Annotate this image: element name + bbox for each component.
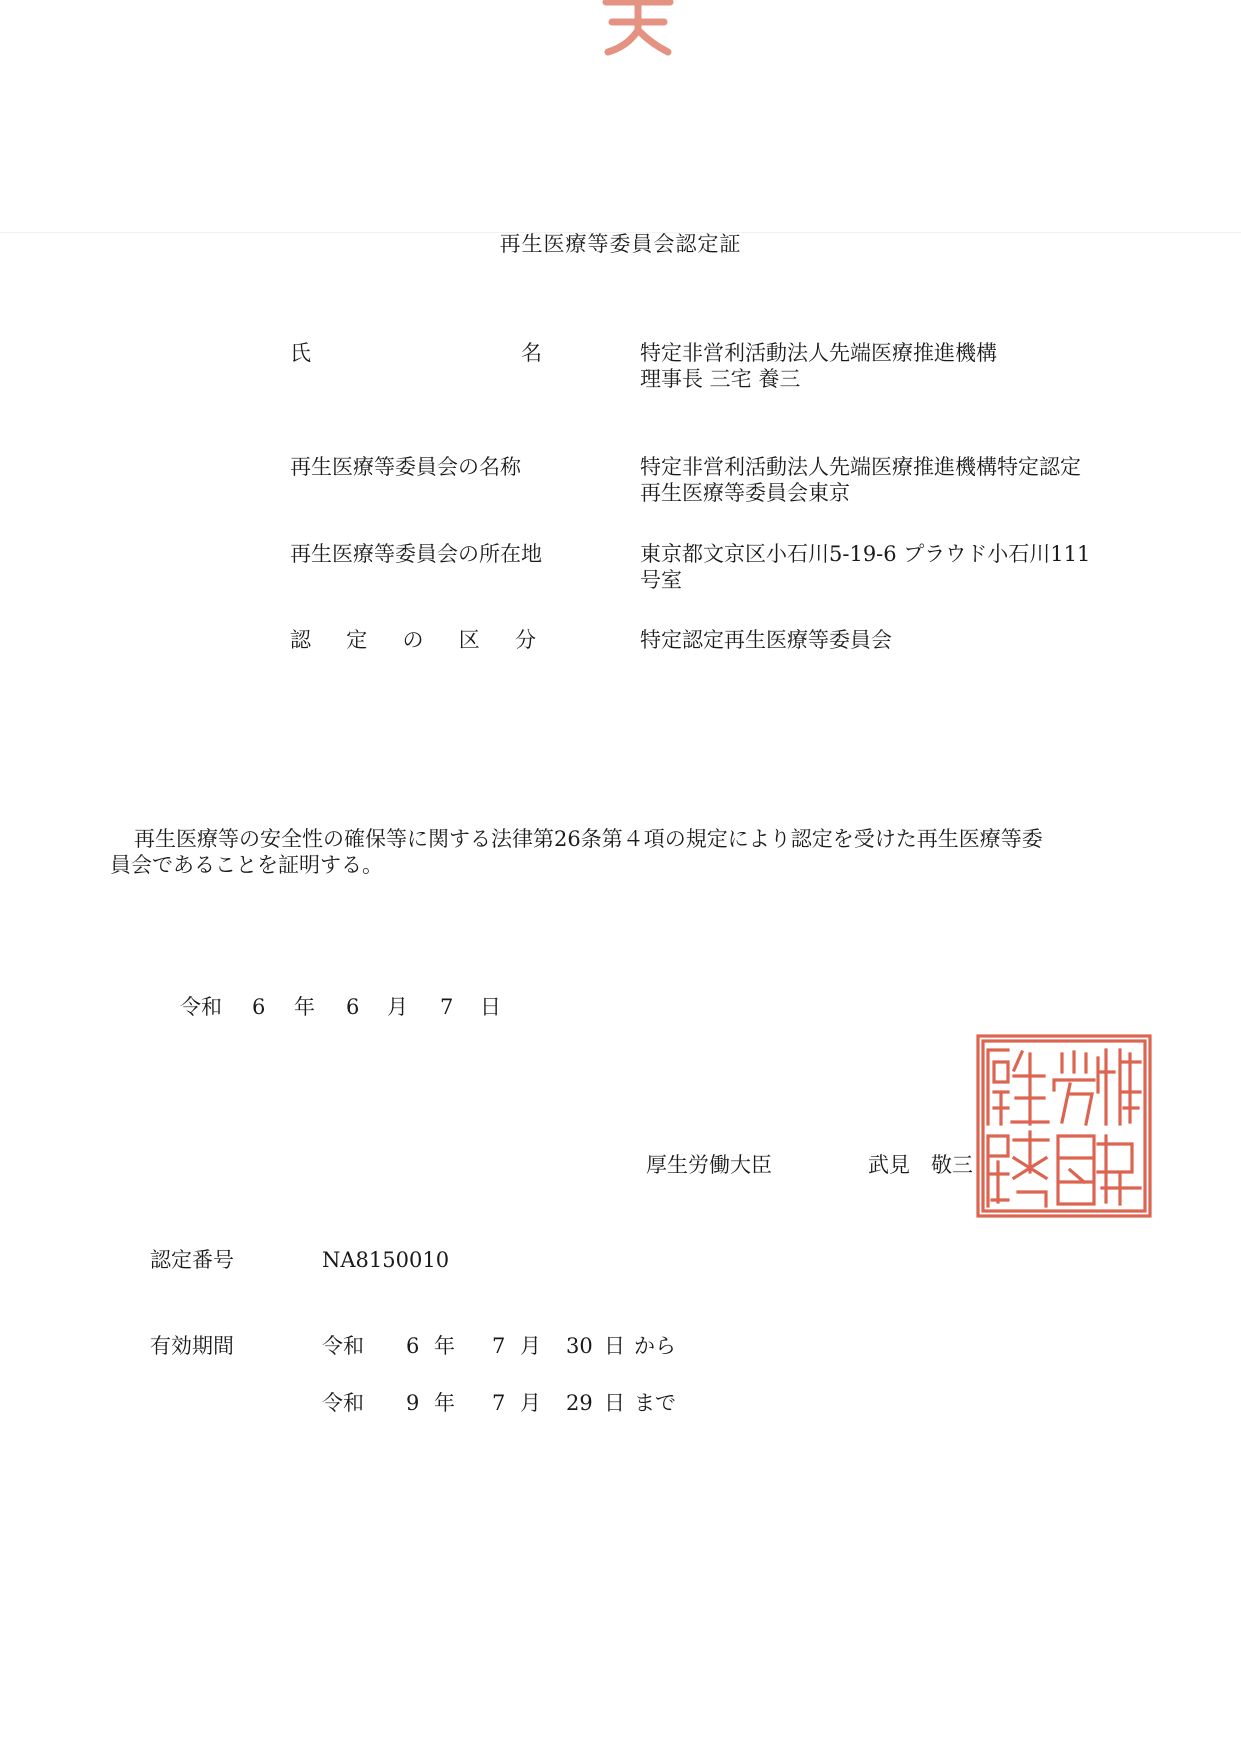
committee-name-label: 再生医療等委員会の名称 bbox=[290, 455, 521, 479]
name-value-line2: 理事長 三宅 養三 bbox=[640, 367, 801, 391]
issue-date-day-unit: 日 bbox=[480, 995, 501, 1019]
issue-date-month-unit: 月 bbox=[387, 995, 408, 1019]
address-line2: 号室 bbox=[640, 568, 682, 592]
category-value: 特定認定再生医療等委員会 bbox=[640, 628, 892, 652]
top-stamp-fragment-icon bbox=[598, 0, 678, 60]
issue-date-era: 令和 bbox=[180, 995, 222, 1019]
validity-to-month: 7 bbox=[492, 1391, 506, 1415]
ministerial-seal-icon bbox=[974, 1032, 1154, 1220]
validity-to-era: 令和 bbox=[322, 1391, 364, 1415]
certification-number: NA8150010 bbox=[322, 1248, 450, 1272]
certification-text-line1: 再生医療等の安全性の確保等に関する法律第26条第４項の規定により認定を受けた再生医療等委 bbox=[134, 827, 1043, 851]
certification-statement bbox=[110, 826, 1130, 878]
name-value-line1: 特定非営利活動法人先端医療推進機構 bbox=[640, 341, 997, 365]
document-title: 再生医療等委員会認定証 bbox=[499, 232, 742, 256]
validity-from-day: 30 bbox=[566, 1334, 593, 1358]
validity-to-day: 29 bbox=[566, 1391, 593, 1415]
validity-label: 有効期間 bbox=[150, 1334, 234, 1358]
validity-from-day-unit: 日 bbox=[604, 1334, 625, 1358]
validity-to-month-unit: 月 bbox=[520, 1391, 541, 1415]
validity-from-year-unit: 年 bbox=[434, 1334, 455, 1358]
validity-to-year: 9 bbox=[406, 1391, 420, 1415]
validity-to-day-unit: 日 bbox=[604, 1391, 625, 1415]
validity-from-era: 令和 bbox=[322, 1334, 364, 1358]
certification-number-label: 認定番号 bbox=[150, 1248, 234, 1272]
committee-name-line2: 再生医療等委員会東京 bbox=[640, 481, 850, 505]
validity-to-year-unit: 年 bbox=[434, 1391, 455, 1415]
issue-date-day: 7 bbox=[440, 995, 454, 1019]
issue-date-month: 6 bbox=[346, 995, 360, 1019]
validity-from-month-unit: 月 bbox=[520, 1334, 541, 1358]
name-label: 氏 名 bbox=[290, 341, 542, 365]
issue-date-year: 6 bbox=[252, 995, 266, 1019]
committee-name-line1: 特定非営利活動法人先端医療推進機構特定認定 bbox=[640, 455, 1081, 479]
address-line1: 東京都文京区小石川5-19-6 プラウド小石川111 bbox=[640, 542, 1091, 566]
validity-from bbox=[0, 1333, 720, 1359]
certification-text-line2: 員会であることを証明する。 bbox=[110, 853, 383, 877]
issuer-title: 厚生労働大臣 bbox=[646, 1153, 772, 1177]
validity-from-month: 7 bbox=[492, 1334, 506, 1358]
category-label: 認 定 の 区 分 bbox=[290, 628, 536, 652]
validity-to-suffix: まで bbox=[634, 1391, 676, 1415]
issue-date bbox=[0, 994, 600, 1020]
validity-from-year: 6 bbox=[406, 1334, 420, 1358]
validity-from-suffix: から bbox=[634, 1334, 676, 1358]
issue-date-year-unit: 年 bbox=[294, 995, 315, 1019]
address-label: 再生医療等委員会の所在地 bbox=[290, 542, 542, 566]
issuer-name: 武見 敬三 bbox=[868, 1153, 973, 1177]
validity-to bbox=[0, 1390, 720, 1416]
